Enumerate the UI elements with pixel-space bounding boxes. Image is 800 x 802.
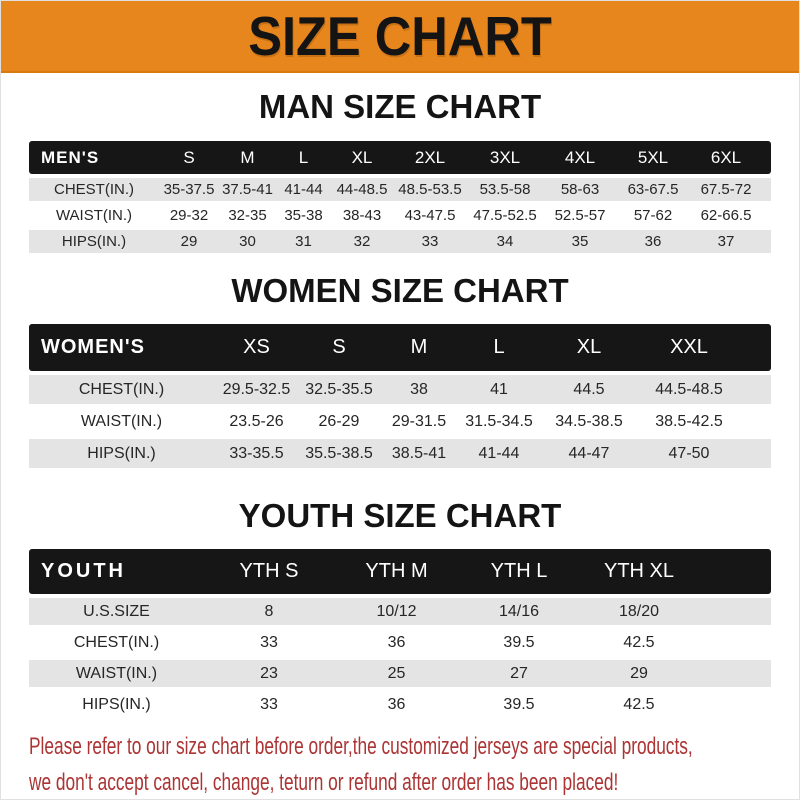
column-header-cell: S: [332, 336, 346, 358]
row-label-cell: CHEST(IN.): [73, 633, 160, 651]
row-label-cell: WAIST(IN.): [80, 412, 163, 430]
value-cell: 10/12: [376, 602, 417, 620]
value-cell: 35.5-38.5: [305, 444, 373, 462]
row-label-cell: U.S.SIZE: [83, 602, 150, 620]
value-cell: 44.5-48.5: [655, 380, 723, 398]
row-label-cell: HIPS(IN.): [82, 695, 151, 713]
value-cell: 38-43: [342, 207, 382, 224]
value-cell: 8: [264, 602, 274, 620]
value-cell: 58-63: [560, 181, 600, 198]
table-title-cell: WOMEN'S: [41, 336, 145, 358]
value-cell: 18/20: [618, 602, 660, 620]
value-cell: 37: [717, 233, 735, 250]
column-header-cell: L: [493, 336, 505, 358]
disclaimer-note: [29, 730, 771, 802]
value-cell: 33: [260, 695, 278, 713]
value-cell: 32.5-35.5: [305, 380, 373, 398]
youth-size-table: [29, 549, 771, 718]
value-cell: 39.5: [503, 633, 535, 651]
column-header-cell: M: [410, 336, 428, 358]
table-row: [29, 660, 771, 687]
table-row: [29, 178, 771, 201]
value-cell: 38: [410, 380, 428, 398]
row-label-cell: CHEST(IN.): [54, 181, 134, 198]
table-header-row: [29, 324, 771, 371]
value-cell: 42.5: [623, 633, 655, 651]
column-header-cell: XS: [243, 336, 270, 358]
value-cell: 35-38: [284, 207, 323, 224]
row-label-cell: WAIST(IN.): [55, 207, 133, 224]
value-cell: 57-62: [633, 207, 673, 224]
column-header-cell: 5XL: [637, 147, 669, 167]
value-cell: 29: [630, 664, 648, 682]
table-header-row: [29, 141, 771, 174]
men-section: [1, 88, 799, 253]
value-cell: 34.5-38.5: [555, 412, 623, 430]
column-header-cell: YTH M: [365, 560, 428, 582]
women-size-chart-heading: WOMEN SIZE CHART: [231, 272, 569, 309]
value-cell: 62-66.5: [700, 207, 752, 224]
value-cell: 35: [571, 233, 589, 250]
column-header-cell: YTH XL: [603, 560, 675, 582]
banner-title: SIZE CHART: [248, 5, 552, 67]
value-cell: 33: [421, 233, 439, 250]
value-cell: 47-50: [668, 444, 710, 462]
women-section: [1, 272, 799, 468]
value-cell: 33: [260, 633, 278, 651]
value-cell: 29-31.5: [391, 412, 447, 430]
column-header-cell: YTH S: [239, 560, 299, 582]
table-row: [29, 204, 771, 227]
value-cell: 37.5-41: [222, 181, 273, 198]
value-cell: 30: [239, 233, 256, 250]
table-title-cell: MEN'S: [41, 147, 100, 167]
value-cell: 44.5: [573, 380, 605, 398]
value-cell: 36: [387, 633, 406, 651]
column-header-cell: XXL: [670, 336, 708, 358]
disclaimer-line-1-text: Please refer to our size chart before order,the customized jerseys are special products,: [29, 733, 693, 760]
table-title-cell: YOUTH: [41, 560, 126, 582]
disclaimer-line-2: [29, 766, 771, 802]
row-label-cell: CHEST(IN.): [78, 380, 165, 398]
table-row: [29, 407, 771, 436]
value-cell: 36: [644, 233, 662, 250]
value-cell: 67.5-72: [700, 181, 752, 198]
youth-size-chart-heading: YOUTH SIZE CHART: [238, 497, 562, 534]
value-cell: 52.5-57: [554, 207, 606, 224]
row-label-cell: WAIST(IN.): [75, 664, 158, 682]
value-cell: 36: [387, 695, 406, 713]
value-cell: 41-44: [284, 181, 323, 198]
column-header-cell: YTH L: [490, 560, 548, 582]
value-cell: 42.5: [623, 695, 655, 713]
men-size-table: [29, 141, 771, 253]
table-row: [29, 598, 771, 625]
value-cell: 41-44: [478, 444, 520, 462]
disclaimer-line-1: [29, 730, 771, 766]
value-cell: 44-47: [568, 444, 610, 462]
column-header-cell: XL: [576, 336, 602, 358]
value-cell: 31: [295, 233, 312, 250]
value-cell: 26-29: [318, 412, 360, 430]
value-cell: 29: [180, 233, 198, 250]
row-label-cell: HIPS(IN.): [87, 444, 156, 462]
value-cell: 41: [490, 380, 508, 398]
value-cell: 44-48.5: [336, 181, 388, 198]
value-cell: 14/16: [498, 602, 540, 620]
value-cell: 33-35.5: [229, 444, 284, 462]
value-cell: 53.5-58: [479, 181, 531, 198]
column-header-cell: M: [240, 147, 255, 167]
value-cell: 38.5-42.5: [655, 412, 723, 430]
value-cell: 23.5-26: [229, 412, 284, 430]
value-cell: 63-67.5: [627, 181, 679, 198]
value-cell: 25: [387, 664, 406, 682]
size-chart-banner: [1, 1, 799, 73]
value-cell: 23: [260, 664, 278, 682]
value-cell: 27: [510, 664, 528, 682]
column-header-cell: 4XL: [564, 147, 596, 167]
value-cell: 29.5-32.5: [222, 380, 291, 398]
value-cell: 39.5: [503, 695, 535, 713]
table-row: [29, 375, 771, 404]
value-cell: 47.5-52.5: [473, 207, 537, 224]
man-size-chart-heading: MAN SIZE CHART: [258, 88, 542, 125]
value-cell: 29-32: [169, 207, 209, 224]
column-header-cell: S: [183, 147, 195, 167]
women-size-table: [29, 324, 771, 468]
value-cell: 38.5-41: [391, 444, 447, 462]
column-header-cell: XL: [351, 147, 373, 167]
table-row: [29, 691, 771, 718]
column-header-cell: 6XL: [710, 147, 742, 167]
table-row: [29, 439, 771, 468]
table-header-row: [29, 549, 771, 594]
table-row: [29, 629, 771, 656]
value-cell: 35-37.5: [163, 181, 215, 198]
value-cell: 48.5-53.5: [398, 181, 462, 198]
value-cell: 32: [353, 233, 371, 250]
disclaimer-line-2-text: we don't accept cancel, change, teturn or refund after order has been placed!: [29, 769, 619, 796]
youth-section: [1, 497, 799, 718]
column-header-cell: L: [298, 147, 309, 167]
value-cell: 32-35: [228, 207, 267, 224]
column-header-cell: 2XL: [414, 147, 446, 167]
row-label-cell: HIPS(IN.): [61, 233, 127, 250]
value-cell: 34: [496, 233, 514, 250]
value-cell: 31.5-34.5: [465, 412, 533, 430]
column-header-cell: 3XL: [489, 147, 521, 167]
value-cell: 43-47.5: [404, 207, 456, 224]
table-row: [29, 230, 771, 253]
